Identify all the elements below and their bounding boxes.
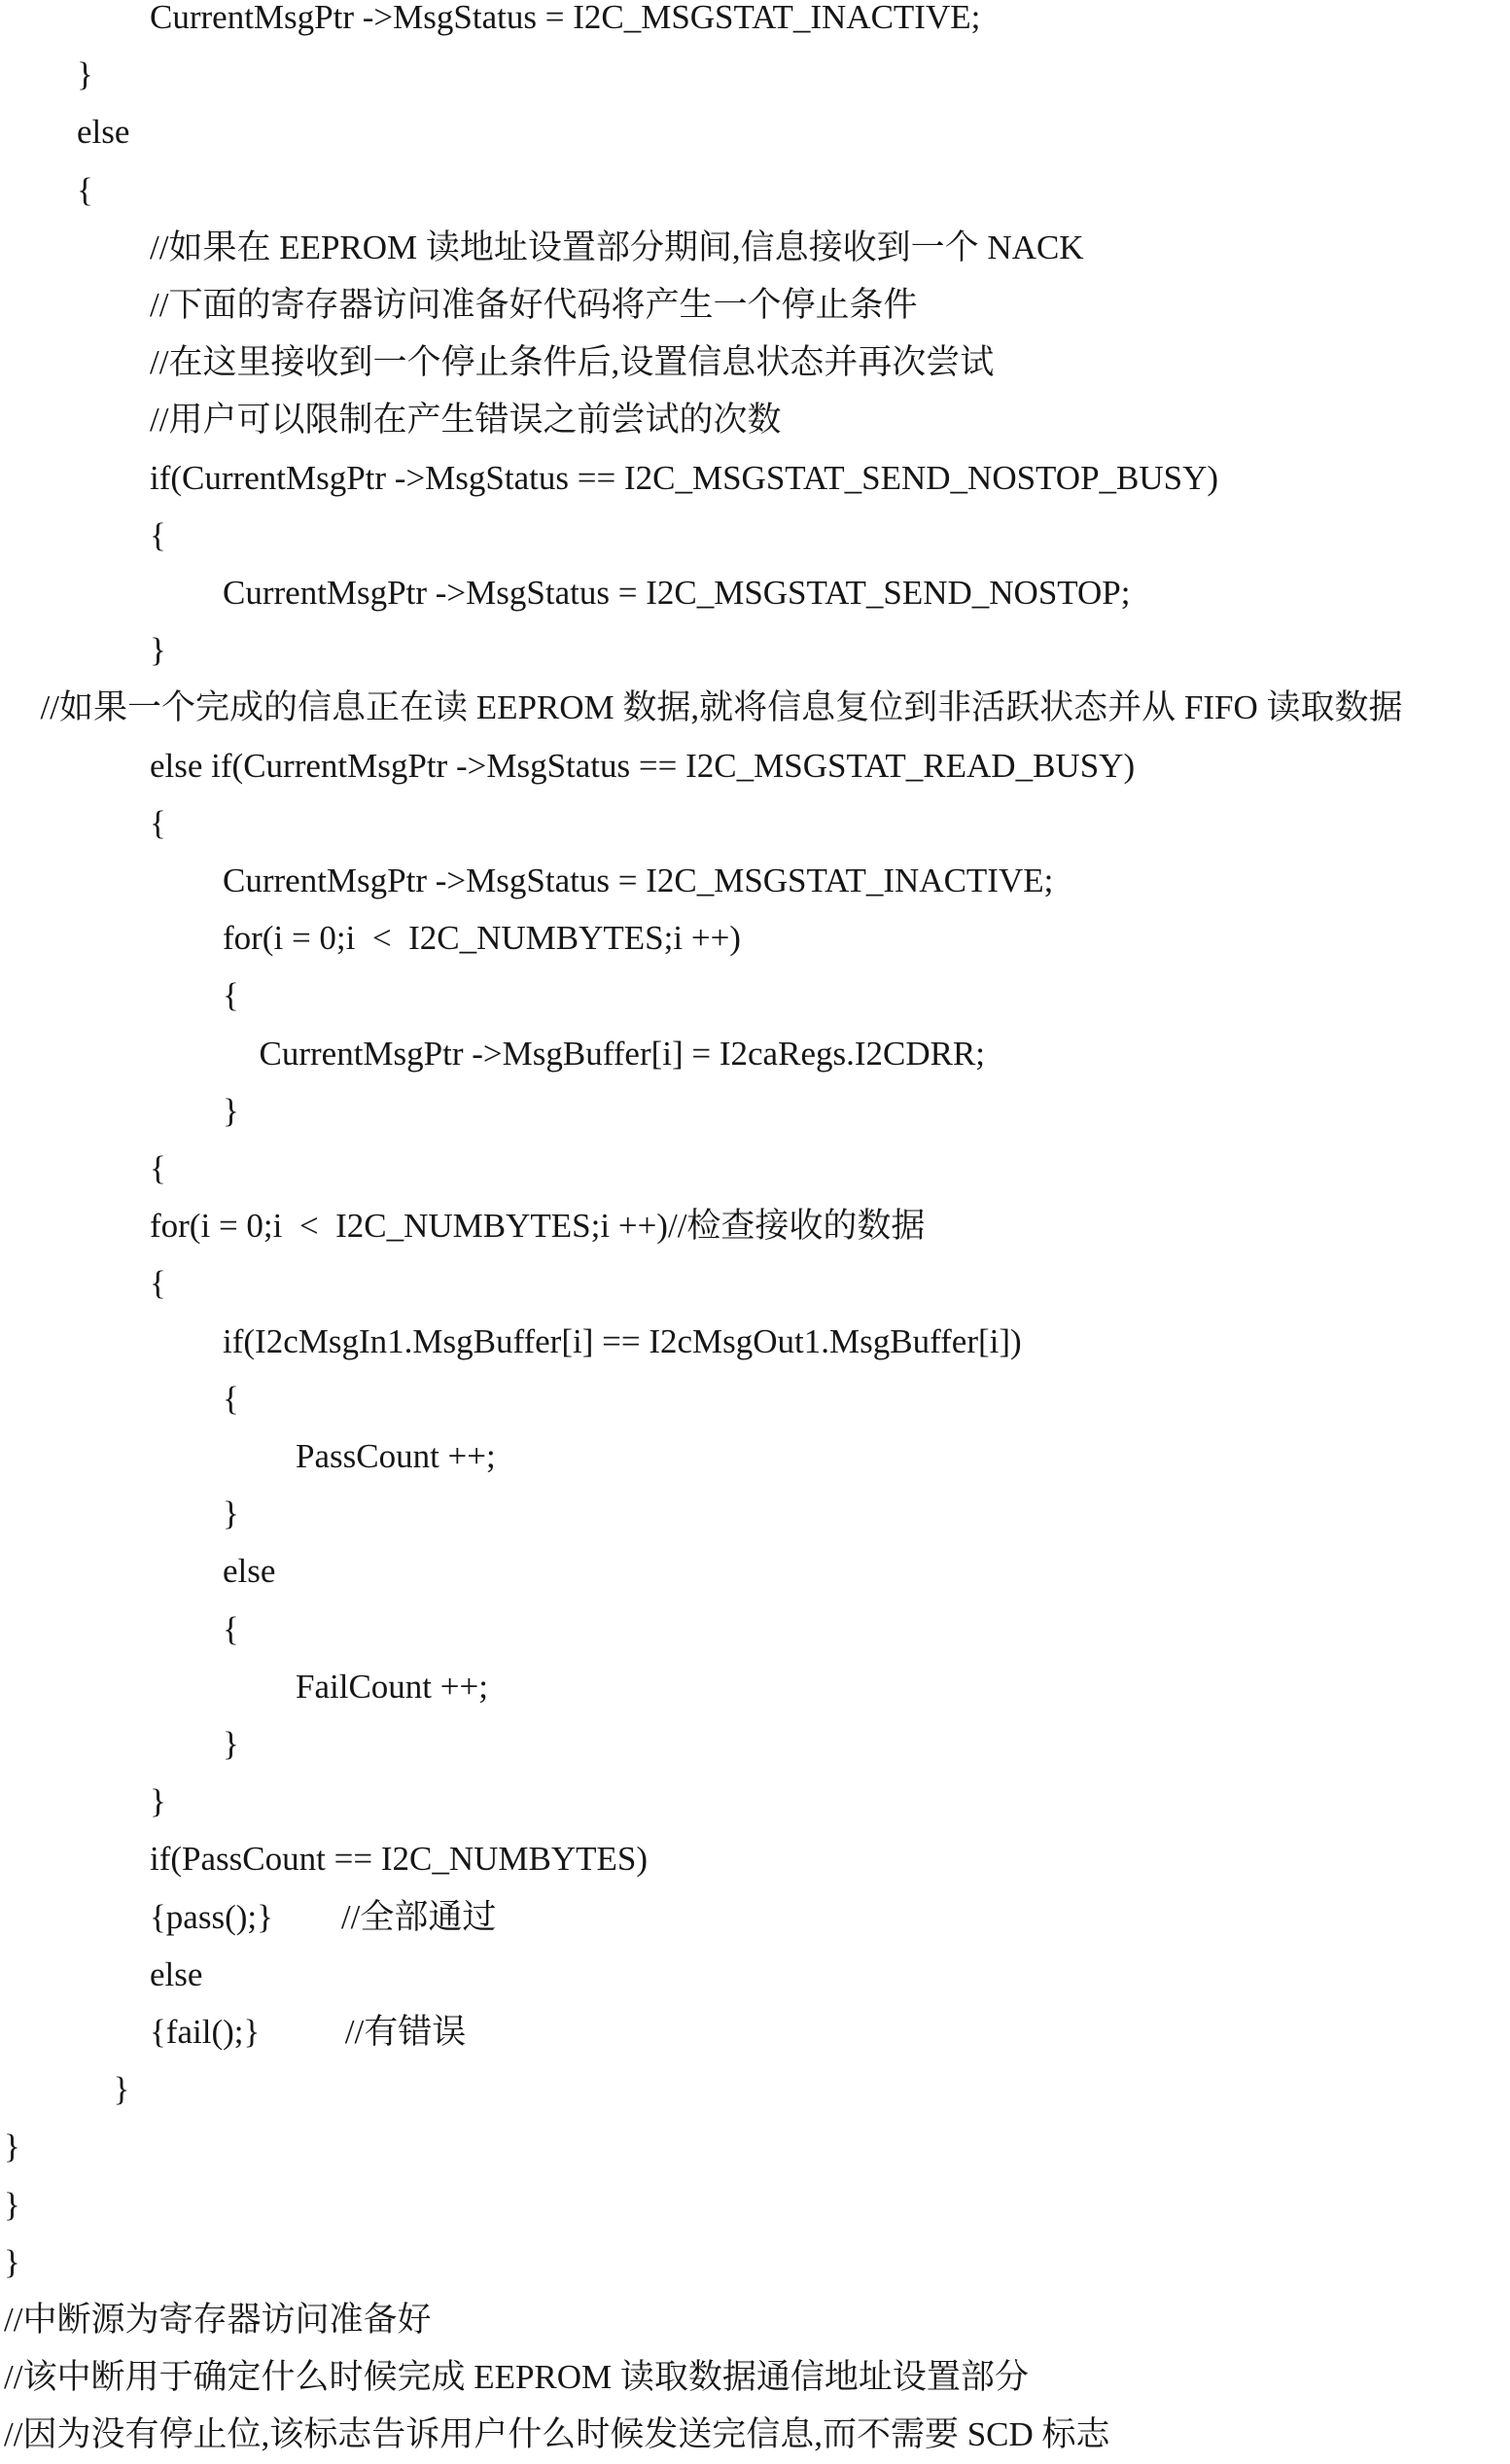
code-line: { xyxy=(150,1264,166,1303)
code-line: } xyxy=(4,2185,20,2224)
code-line: } xyxy=(113,2070,130,2109)
code-line: PassCount ++; xyxy=(296,1437,496,1475)
code-line: { xyxy=(77,170,93,209)
code-line: if(CurrentMsgPtr ->MsgStatus == I2C_MSGSTAT_SEND_NOSTOP_BUSY) xyxy=(150,458,1219,497)
code-line: {pass();} //全部通过 xyxy=(150,1897,497,1936)
code-line: } xyxy=(223,1495,239,1533)
code-line: if(I2cMsgIn1.MsgBuffer[i] == I2cMsgOut1.MsgBuffer[i]) xyxy=(223,1321,1022,1360)
code-line: if(PassCount == I2C_NUMBYTES) xyxy=(150,1840,648,1879)
code-line: } xyxy=(150,1782,166,1821)
code-line: } xyxy=(4,2242,20,2281)
code-line: //该中断用于确定什么时候完成 EEPROM 读取数据通信地址设置部分 xyxy=(4,2358,1029,2397)
code-line: //下面的寄存器访问准备好代码将产生一个停止条件 xyxy=(150,286,918,324)
code-line: { xyxy=(223,1609,239,1648)
code-line: { xyxy=(223,1379,239,1418)
code-line: //在这里接收到一个停止条件后,设置信息状态并再次尝试 xyxy=(150,343,995,382)
code-line: { xyxy=(223,976,239,1015)
code-line: {fail();} //有错误 xyxy=(150,2013,467,2051)
code-line: FailCount ++; xyxy=(296,1667,488,1706)
code-line: //中断源为寄存器访问准备好 xyxy=(4,2301,432,2339)
code-line: else xyxy=(150,1954,203,1993)
code-line: } xyxy=(223,1091,239,1130)
code-line: { xyxy=(150,515,166,554)
code-line: for(i = 0;i < I2C_NUMBYTES;i ++) xyxy=(223,919,741,958)
code-line: else if(CurrentMsgPtr ->MsgStatus == I2C_MSGSTAT_READ_BUSY) xyxy=(150,746,1136,785)
code-line: //因为没有停止位,该标志告诉用户什么时候发送完信息,而不需要 SCD 标志 xyxy=(4,2415,1110,2454)
code-line: for(i = 0;i < I2C_NUMBYTES;i ++)//检查接收的数据 xyxy=(150,1207,926,1246)
code-line: } xyxy=(223,1725,239,1763)
code-line: CurrentMsgPtr ->MsgStatus = I2C_MSGSTAT_SEND_NOSTOP; xyxy=(223,574,1131,612)
code-line: { xyxy=(150,803,166,842)
code-line: } xyxy=(77,55,93,94)
code-line: CurrentMsgPtr ->MsgBuffer[i] = I2caRegs.I2CDRR; xyxy=(259,1034,986,1073)
code-line: CurrentMsgPtr ->MsgStatus = I2C_MSGSTAT_INACTIVE; xyxy=(150,0,981,36)
code-line: //如果在 EEPROM 读地址设置部分期间,信息接收到一个 NACK xyxy=(150,228,1084,266)
code-line: } xyxy=(4,2128,20,2166)
code-line: //用户可以限制在产生错误之前尝试的次数 xyxy=(150,401,782,440)
code-line: //如果一个完成的信息正在读 EEPROM 数据,就将信息复位到非活跃状态并从 FIFO 读取数据 xyxy=(40,688,1403,727)
code-line: else xyxy=(223,1552,276,1591)
code-line: CurrentMsgPtr ->MsgStatus = I2C_MSGSTAT_INACTIVE; xyxy=(223,862,1054,899)
code-line: } xyxy=(150,631,166,670)
code-line: else xyxy=(77,113,130,152)
code-line: { xyxy=(150,1149,166,1187)
